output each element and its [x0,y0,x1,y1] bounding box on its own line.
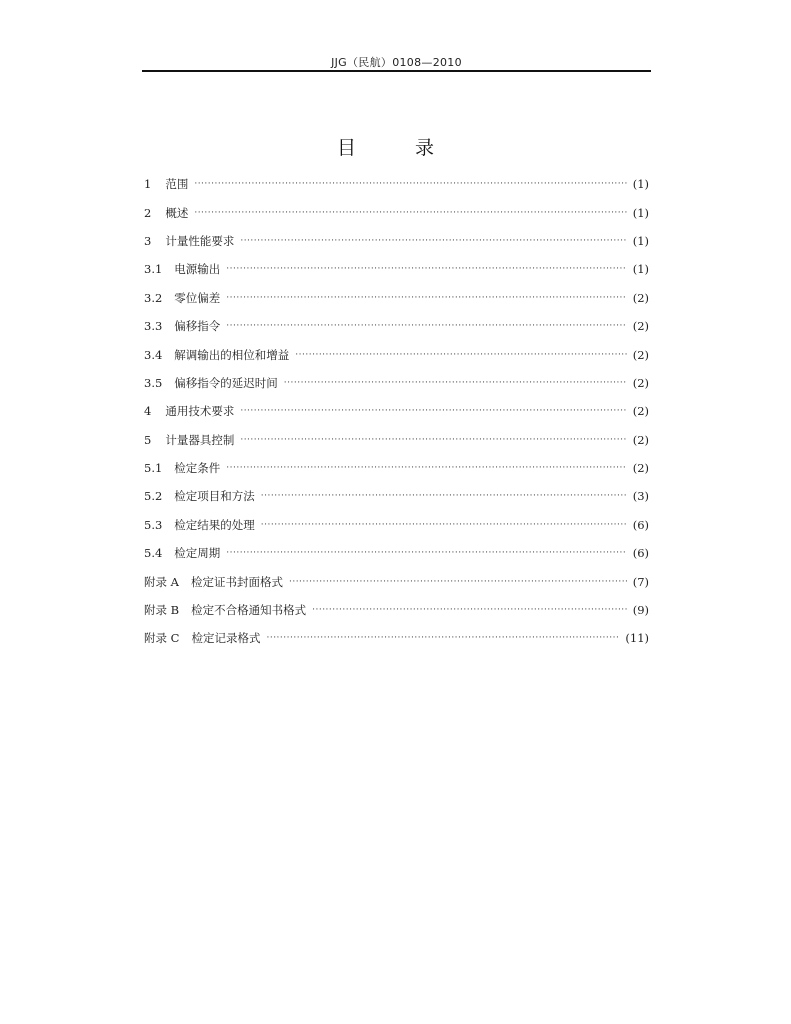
toc-entry[interactable] [144,369,649,397]
toc-leader [261,491,627,501]
toc-number: 5 [144,432,152,447]
toc-label: 检定项目和方法 [174,489,255,504]
toc-leader [295,350,626,360]
toc-page: (2) [632,461,649,476]
toc-label: 计量器具控制 [165,432,235,447]
toc-number: 1 [144,177,152,192]
toc-page: (9) [632,603,649,618]
toc-number: 附录 B [144,603,180,618]
toc-number: 5.2 [144,489,163,504]
toc-page: (2) [632,347,649,362]
toc-entry[interactable] [144,596,649,624]
toc-page: (2) [632,404,649,419]
toc-page: (3) [632,489,649,504]
toc-label: 电源输出 [174,262,221,277]
toc-entry[interactable] [144,312,649,340]
toc-number: 3.4 [144,347,163,362]
toc-leader [240,406,626,416]
toc-number: 5.4 [144,546,163,561]
toc-entry[interactable] [144,284,649,312]
toc-label: 通用技术要求 [165,404,235,419]
toc-entry[interactable] [144,170,649,198]
toc-entry[interactable] [144,624,649,652]
toc-entry[interactable] [144,567,649,595]
toc-page: (2) [632,290,649,305]
toc-page: (1) [632,177,649,192]
toc-entry[interactable] [144,198,649,226]
toc-entry[interactable] [144,511,649,539]
toc-leader [226,463,626,473]
toc-number: 4 [144,404,152,419]
toc-page: (1) [632,233,649,248]
toc-label: 解调输出的相位和增益 [174,347,290,362]
toc-number: 附录 C [144,631,180,646]
toc-leader [261,520,627,530]
toc-leader [226,321,626,331]
toc-entry[interactable] [144,539,649,567]
toc-number: 附录 A [144,574,179,589]
toc-entry[interactable] [144,227,649,255]
toc-number: 2 [144,205,152,220]
toc-leader [226,293,626,303]
toc-leader [312,605,627,615]
running-header: JJG（民航）0108—2010 [331,56,462,69]
toc-number: 3 [144,233,152,248]
toc-page: (2) [632,432,649,447]
toc-label: 偏移指令的延迟时间 [174,375,278,390]
toc-number: 3.3 [144,319,163,334]
toc-page: (7) [632,574,649,589]
toc-label: 零位偏差 [174,290,221,305]
toc-leader [226,264,626,274]
toc-entry[interactable] [144,397,649,425]
toc-leader [266,633,619,643]
toc-leader [194,208,626,218]
toc-label: 检定证书封面格式 [190,574,283,589]
toc-entry[interactable] [144,426,649,454]
table-of-contents [144,170,649,653]
toc-label: 检定条件 [174,461,221,476]
toc-page: (1) [632,205,649,220]
toc-label: 检定周期 [174,546,221,561]
toc-label: 检定记录格式 [191,631,261,646]
toc-leader [240,435,626,445]
toc-number: 5.3 [144,517,163,532]
toc-page: (6) [632,546,649,561]
toc-leader [284,378,627,388]
toc-entry[interactable] [144,454,649,482]
toc-page: (1) [632,262,649,277]
toc-label: 偏移指令 [174,319,221,334]
toc-label: 概述 [165,205,189,220]
toc-leader [289,577,627,587]
toc-page: (2) [632,319,649,334]
toc-page: (11) [625,631,649,646]
toc-number: 3.2 [144,290,163,305]
toc-page: (6) [632,517,649,532]
header-rule [142,70,651,72]
toc-number: 5.1 [144,461,163,476]
toc-label: 检定不合格通知书格式 [191,603,307,618]
toc-label: 检定结果的处理 [174,517,255,532]
page-title: 目 录 [336,137,454,159]
toc-entry[interactable] [144,340,649,368]
toc-entry[interactable] [144,482,649,510]
toc-page: (2) [632,375,649,390]
toc-entry[interactable] [144,255,649,283]
toc-leader [194,179,626,189]
toc-leader [226,548,626,558]
toc-label: 计量性能要求 [165,233,235,248]
toc-number: 3.1 [144,262,163,277]
toc-leader [240,236,626,246]
toc-number: 3.5 [144,375,163,390]
toc-label: 范围 [165,177,189,192]
